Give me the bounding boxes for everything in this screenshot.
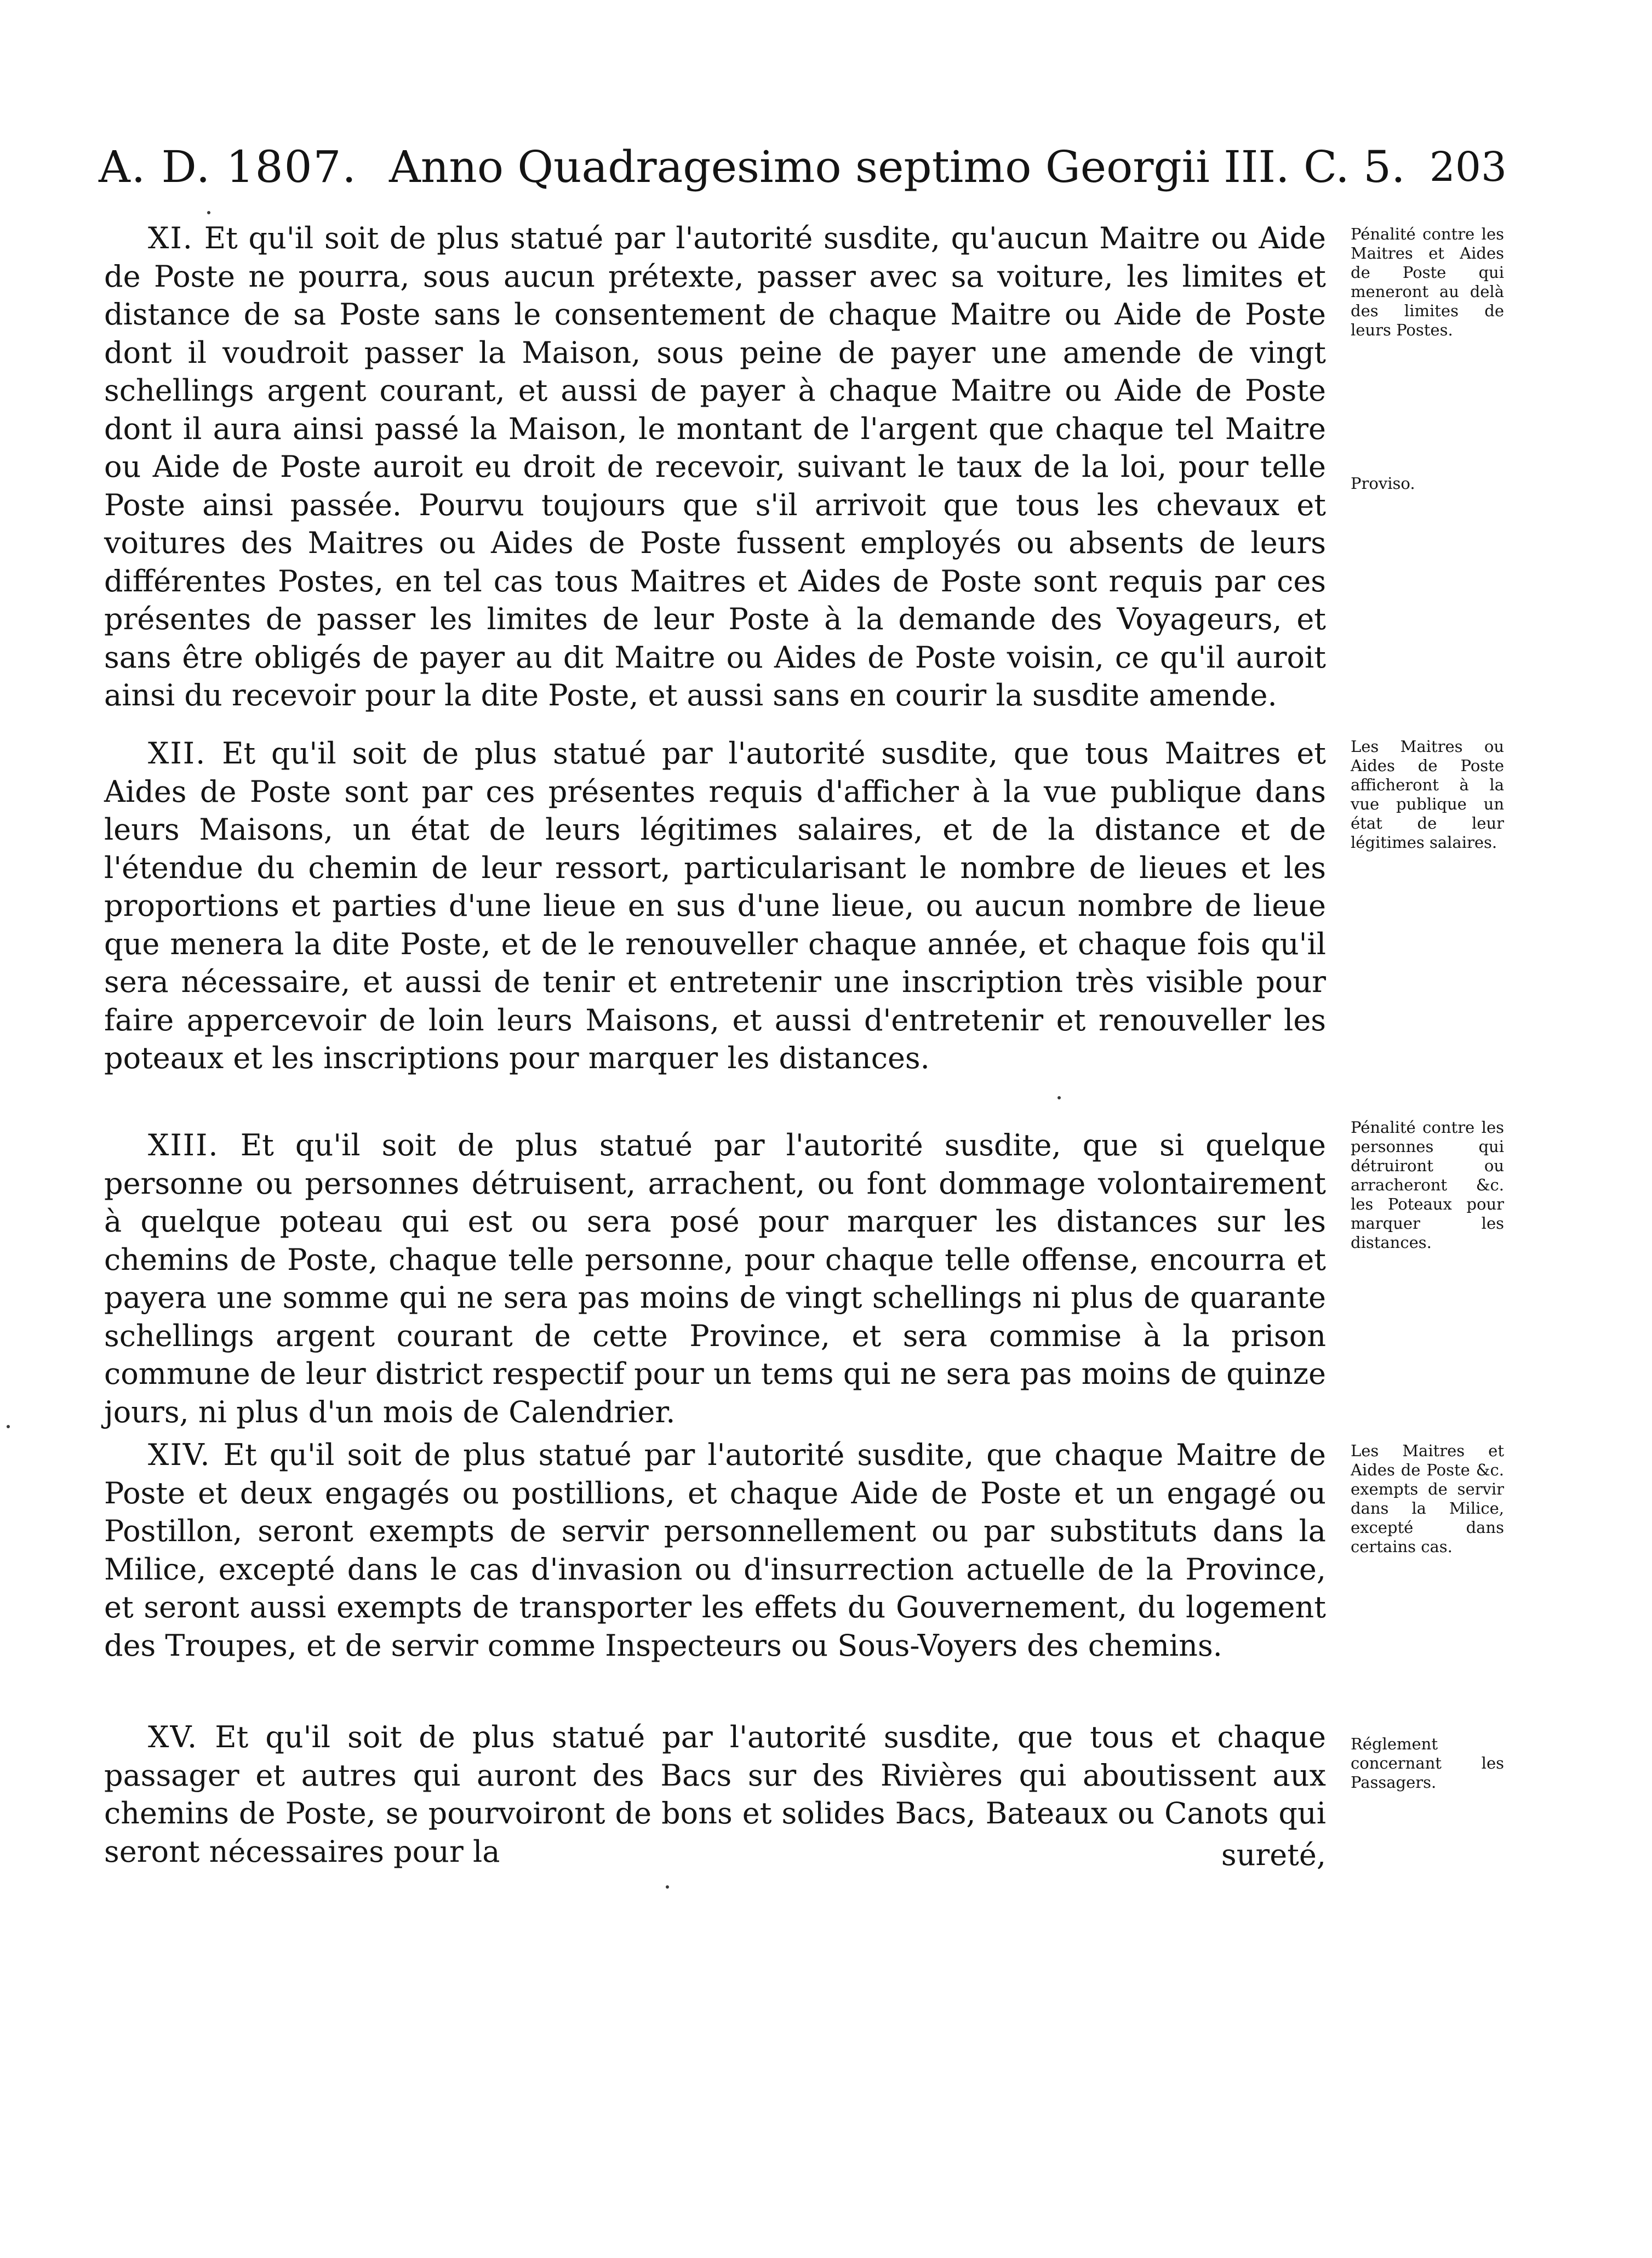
margin-note: Pénalité contre les Maitres et Aides de Poste qui meneront au delà des limites de leurs Postes. [1351,225,1504,339]
section-xii [104,734,1326,1077]
print-speck [666,1885,669,1889]
section-number: XII. [148,736,207,771]
print-speck [7,1425,10,1428]
margin-note: Les Maitres et Aides de Poste &c. exempts de servir dans la Milice, excepté dans certains cas. [1351,1441,1504,1556]
margin-note: Proviso. [1351,474,1415,493]
header-title: Anno Quadragesimo septimo Georgii III. C. 5. [389,141,1405,192]
section-text: Et qu'il soit de plus statué par l'autorité susdite, que si quelque personne ou personnes détruisent, arrachent, ou font dommage volontairement à quelque poteau qui est ou sera posé pour marquer les distances sur les chemins de Poste, chaque telle personne, pour chaque telle offense, encourra et payera une somme qui ne sera pas moins de vingt schellings ni plus de quarante schellings argent courant de cette Province, et sera commise à la prison commune de leur district respectif pour un tems qui ne sera pas moins de quinze jours, ni plus d'un mois de Calendrier. [104,1128,1326,1429]
section-number: XV. [148,1720,198,1754]
print-speck [207,211,210,214]
margin-note: Les Maitres ou Aides de Poste afficheront à la vue publique un état de leur légitimes salaires. [1351,737,1504,852]
section-number: XI. [148,221,193,255]
section-xiv [104,1436,1326,1664]
page-number: 203 [1429,144,1507,191]
header-year: A. D. 1807. [99,141,357,192]
section-text: Et qu'il soit de plus statué par l'autorité susdite, que tous et chaque passager et autres qui auront des Bacs sur des Rivières qui aboutissent aux chemins de Poste, se pourvoiront de bons et solides Bacs, Bateaux ou Canots qui seront nécessaires pour la [104,1720,1327,1869]
section-xi [104,219,1326,715]
section-text: Et qu'il soit de plus statué par l'autorité susdite, que tous Maitres et Aides de Poste sont par ces présentes requis d'afficher à la vue publique dans leurs Maisons, un état de leurs légitimes salaires, et de la distance et de l'étendue du chemin de leur ressort, particularisant le nombre de lieues et les proportions et parties d'une lieue en sus d'une lieue, ou aucun nombre de lieue que menera la dite Poste, et de le renouveller chaque année, et chaque fois qu'il sera nécessaire, et aussi de tenir et entretenir une inscription très visible pour faire appercevoir de loin leurs Maisons, et aussi d'entretenir et renouveller les poteaux et les inscriptions pour marquer les distances. [104,736,1326,1075]
catchword [104,1836,1326,1874]
catchword-text: sureté, [1221,1838,1326,1872]
section-number: XIII. [148,1128,219,1162]
section-text: Et qu'il soit de plus statué par l'autorité susdite, qu'aucun Maitre ou Aide de Poste ne pourra, sous aucun prétexte, passer avec sa voiture, les limites et distance de sa Poste sans le consentement de chaque Maitre ou Aide de Poste dont il voudroit passer la Maison, sous peine de payer une amende de vingt schellings argent courant, et aussi de payer à chaque Maitre ou Aide de Poste dont il aura ainsi passé la Maison, le montant de l'argent que chaque tel Maitre ou Aide de Poste auroit eu droit de recevoir, suivant le taux de la loi, pour telle Poste ainsi passée. Pourvu toujours que s'il arrivoit que tous les chevaux et voitures des Maitres ou Aides de Poste fussent employés ou absents de leurs différentes Postes, en tel cas tous Maitres et Aides de Poste sont requis par ces présentes de passer les limites de leur Poste à la demande des Voyageurs, et sans être obligés de payer au dit Maitre ou Aides de Poste voisin, ce qu'il auroit ainsi du recevoir pour la dite Poste, et aussi sans en courir la susdite amende. [104,221,1327,712]
section-number: XIV. [148,1438,211,1472]
margin-note: Réglement concernant les Passagers. [1351,1735,1504,1792]
page-header [99,134,1507,200]
print-speck [1057,1096,1061,1099]
section-xiii [104,1126,1326,1431]
margin-note: Pénalité contre les personnes qui détruiront ou arracheront &c. les Poteaux pour marquer les distances. [1351,1118,1504,1252]
section-text: Et qu'il soit de plus statué par l'autorité susdite, que chaque Maitre de Poste et deux engagés ou postillions, et chaque Aide de Poste et un engagé ou Postillon, seront exempts de servir personnellement ou par substituts dans la Milice, excepté dans le cas d'invasion ou d'insurrection actuelle de la Province, et seront aussi exempts de transporter les effets du Gouvernement, du logement des Troupes, et de servir comme Inspecteurs ou Sous-Voyers des chemins. [104,1438,1326,1663]
